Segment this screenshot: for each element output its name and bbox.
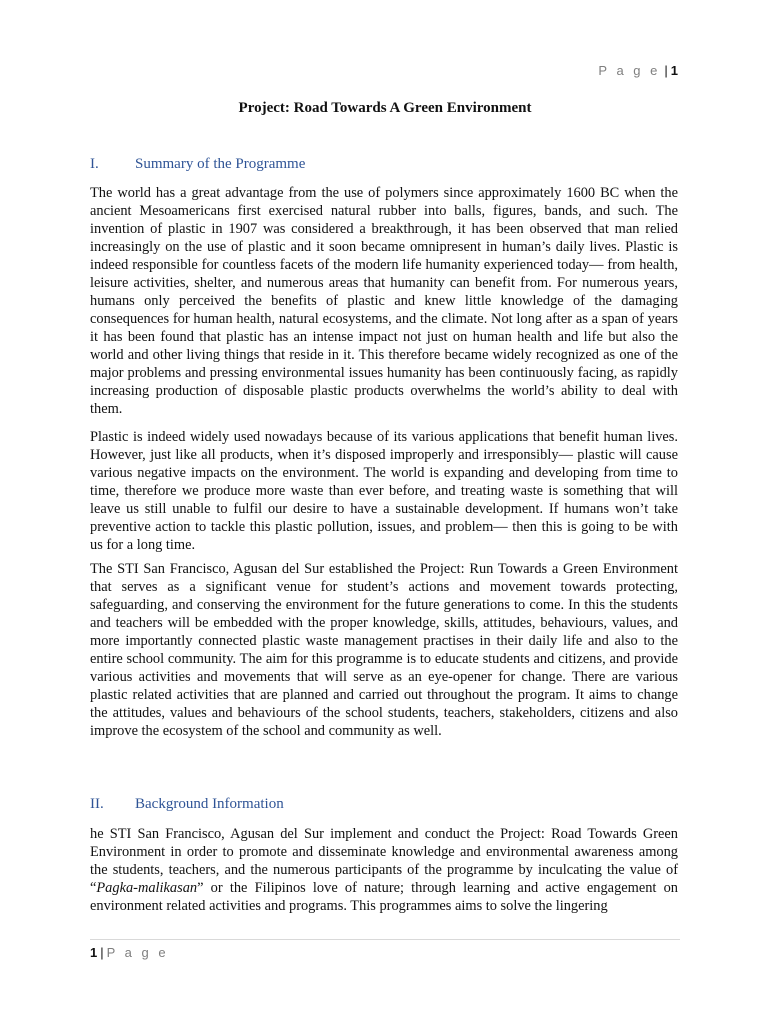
paragraph: The world has a great advantage from the use of polymers since approximately 1600 BC when the ancient Mesoamericans first exercised natural rubber into balls, figures, bands, and such. The invention of plastic in 1907 was considered a breakthrough, it has been observed that man relied increasingly on the use of plastic and it soon became omnipresent in human’s daily lives. Plastic is indeed responsible for countless facets of the modern life humanity experienced today— from health, leisure activities, shelter, and numerous areas that humanity can benefit from. For numerous years, humans only perceived the benefits of plastic and knew little knowledge of the damaging consequences for human health, natural ecosystems, and the climate. Not long after as a span of years it has been found that plastic has an intense impact not just on human health and life but also the world and other living things that reside in it. This therefore became widely recognized as one of the major problems and pressing environmental issues humanity has been continuously facing, as rapidly increasing production of disposable plastic products overwhelms the world’s ability to deal with them.: [90, 185, 678, 417]
paragraph: [90, 825, 678, 915]
header-number: 1: [670, 63, 678, 78]
footer-page-number: [90, 945, 169, 960]
section-title: Background Information: [135, 796, 284, 812]
document-title: Project: Road Towards A Green Environment: [238, 100, 532, 116]
section-heading-background: [90, 796, 284, 813]
footer-divider: [90, 939, 680, 940]
section-numeral: I.: [90, 156, 99, 172]
section-title: Summary of the Programme: [135, 156, 306, 172]
paragraph-text: he STI San Francisco, Agusan del Sur implement and conduct the Project: Road Towards Green Environment in order to promote and disseminate knowledge and environmental awareness among the students, teachers, and the numerous participants of the programme by inculcating the value of “: [90, 826, 678, 896]
section-numeral: II.: [90, 796, 104, 812]
footer-number: 1: [90, 945, 98, 960]
section-heading-summary: [90, 156, 305, 173]
header-separator: |: [664, 63, 668, 78]
italic-term: Pagka-malikasan: [96, 880, 198, 896]
paragraph-text: ” or the Filipinos love of nature; through learning and active engagement on environment related activities and programs. This programmes aims to solve the lingering: [90, 880, 678, 914]
footer-separator: |: [100, 945, 104, 960]
header-page-number: [598, 63, 678, 78]
paragraph: The STI San Francisco, Agusan del Sur established the Project: Run Towards a Green Environment that serves as a significant venue for student’s actions and movement towards protecting, safeguarding, and conserving the environment for the future generations to come. In this the students and teachers will be embedded with the proper knowledge, skills, attitudes, behaviours, values, and more importantly connected plastic waste management practises in their daily life and also to the entire school community. The aim for this programme is to educate students and citizens, and provide various activities and movements that will serve as an eye-opener for change. There are various plastic related activities that are planned and carried out throughout the program. It aims to change the attitudes, values and behaviours of the school students, teachers, stakeholders, citizens and also improve the ecosystem of the school and community as well.: [90, 561, 678, 739]
footer-page-word: P a g e: [106, 945, 169, 960]
header-page-word: P a g e: [598, 63, 661, 78]
paragraph: Plastic is indeed widely used nowadays because of its various applications that benefit human lives. However, just like all products, when it’s disposed improperly and irresponsibly— plastic will cause various negative impacts on the environment. The world is expanding and developing from time to time, therefore we produce more waste than ever before, and treating waste is something that will leave us still unable to fulfil our desire to have a sustainable development. If humans won’t take preventive action to tackle this plastic pollution, issues, and problem— then this is going to be with us for a long time.: [90, 429, 678, 553]
